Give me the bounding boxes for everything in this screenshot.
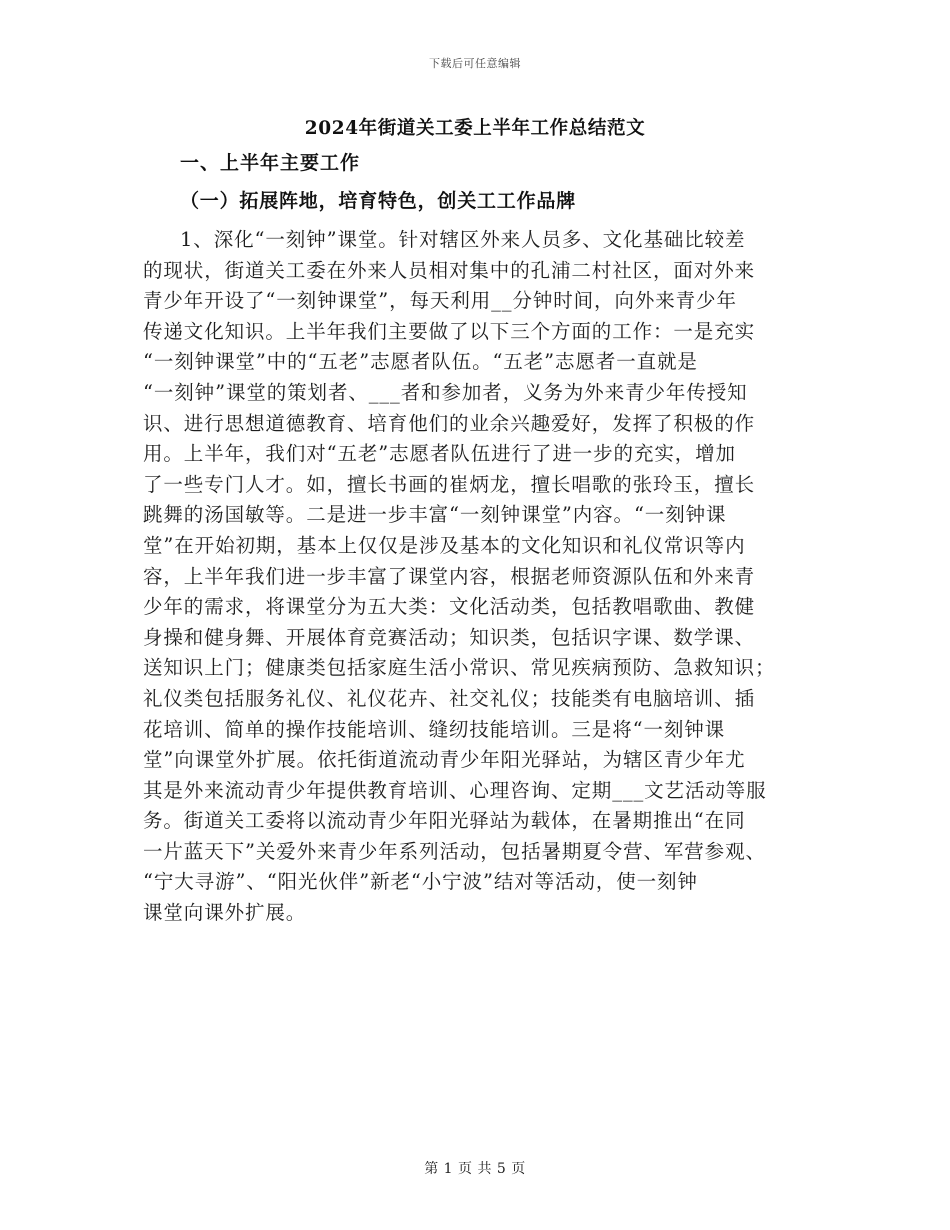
paragraph-line: 身操和健身舞、开展体育竞赛活动；知识类，包括识字课、数学课、 [143,625,756,649]
paragraph-line: 课堂向课外扩展。 [143,901,307,925]
paragraph-line: 礼仪类包括服务礼仪、礼仪花卉、社交礼仪；技能类有电脑培训、插 [143,686,756,710]
paragraph-line: 堂”向课堂外扩展。依托街道流动青少年阳光驿站，为辖区青少年尤 [143,748,746,772]
paragraph-line: 传递文化知识。上半年我们主要做了以下三个方面的工作：一是充实 [143,319,756,343]
paragraph-body [143,225,808,929]
paragraph-line: 跳舞的汤国敏等。二是进一步丰富“一刻钟课堂”内容。“一刻钟课 [143,503,727,527]
paragraph-line: 堂”在开始初期，基本上仅仅是涉及基本的文化知识和礼仪常识等内 [143,533,746,557]
paragraph-line: 识、进行思想道德教育、培育他们的业余兴趣爱好，发挥了积极的作 [143,411,756,435]
paragraph-line: “一刻钟课堂”中的“五老”志愿者队伍。“五老”志愿者一直就是 [143,350,698,374]
paragraph-line: 花培训、简单的操作技能培训、缝纫技能培训。三是将“一刻钟课 [143,717,726,741]
paragraph-line: 容，上半年我们进一步丰富了课堂内容，根据老师资源队伍和外来青 [143,564,756,588]
paragraph-line: 了一些专门人才。如，擅长书画的崔炳龙，擅长唱歌的张玲玉，擅长 [143,472,756,496]
paragraph-line: 用。上半年，我们对“五老”志愿者队伍进行了进一步的充实，增加 [143,442,736,466]
paragraph-line: 少年的需求，将课堂分为五大类：文化活动类，包括教唱歌曲、教健 [143,595,756,619]
paragraph-line: “一刻钟”课堂的策划者、___者和参加者，义务为外来青少年传授知 [143,380,748,404]
page-number: 第 1 页 共 5 页 [424,1161,526,1177]
document-title: 2024年街道关工委上半年工作总结范文 [304,118,646,139]
paragraph-line: 青少年开设了“一刻钟课堂”，每天利用__分钟时间，向外来青少年 [143,289,737,313]
paragraph-line: 一片蓝天下”关爱外来青少年系列活动，包括暑期夏令营、军营参观、 [143,839,766,863]
paragraph-line: 1、深化“一刻钟”课堂。针对辖区外来人员多、文化基础比较差 [180,228,746,251]
paragraph-line: 务。街道关工委将以流动青少年阳光驿站为载体，在暑期推出“在同 [143,809,746,833]
header-note: 下载后可任意编辑 [429,57,521,70]
paragraph-line: 其是外来流动青少年提供教育培训、心理咨询、定期___文艺活动等服 [143,778,767,802]
paragraph-line: 送知识上门；健康类包括家庭生活小常识、常见疾病预防、急救知识； [143,656,776,680]
section-heading: 一、上半年主要工作 [180,152,361,174]
paragraph-line: “宁大寻游”、“阳光伙伴”新老“小宁波”结对等活动，使一刻钟 [143,870,698,894]
subsection-heading: （一）拓展阵地，培育特色，创关工工作品牌 [180,190,577,212]
paragraph-line: 的现状，街道关工委在外来人员相对集中的孔浦二村社区，面对外来 [143,258,756,282]
